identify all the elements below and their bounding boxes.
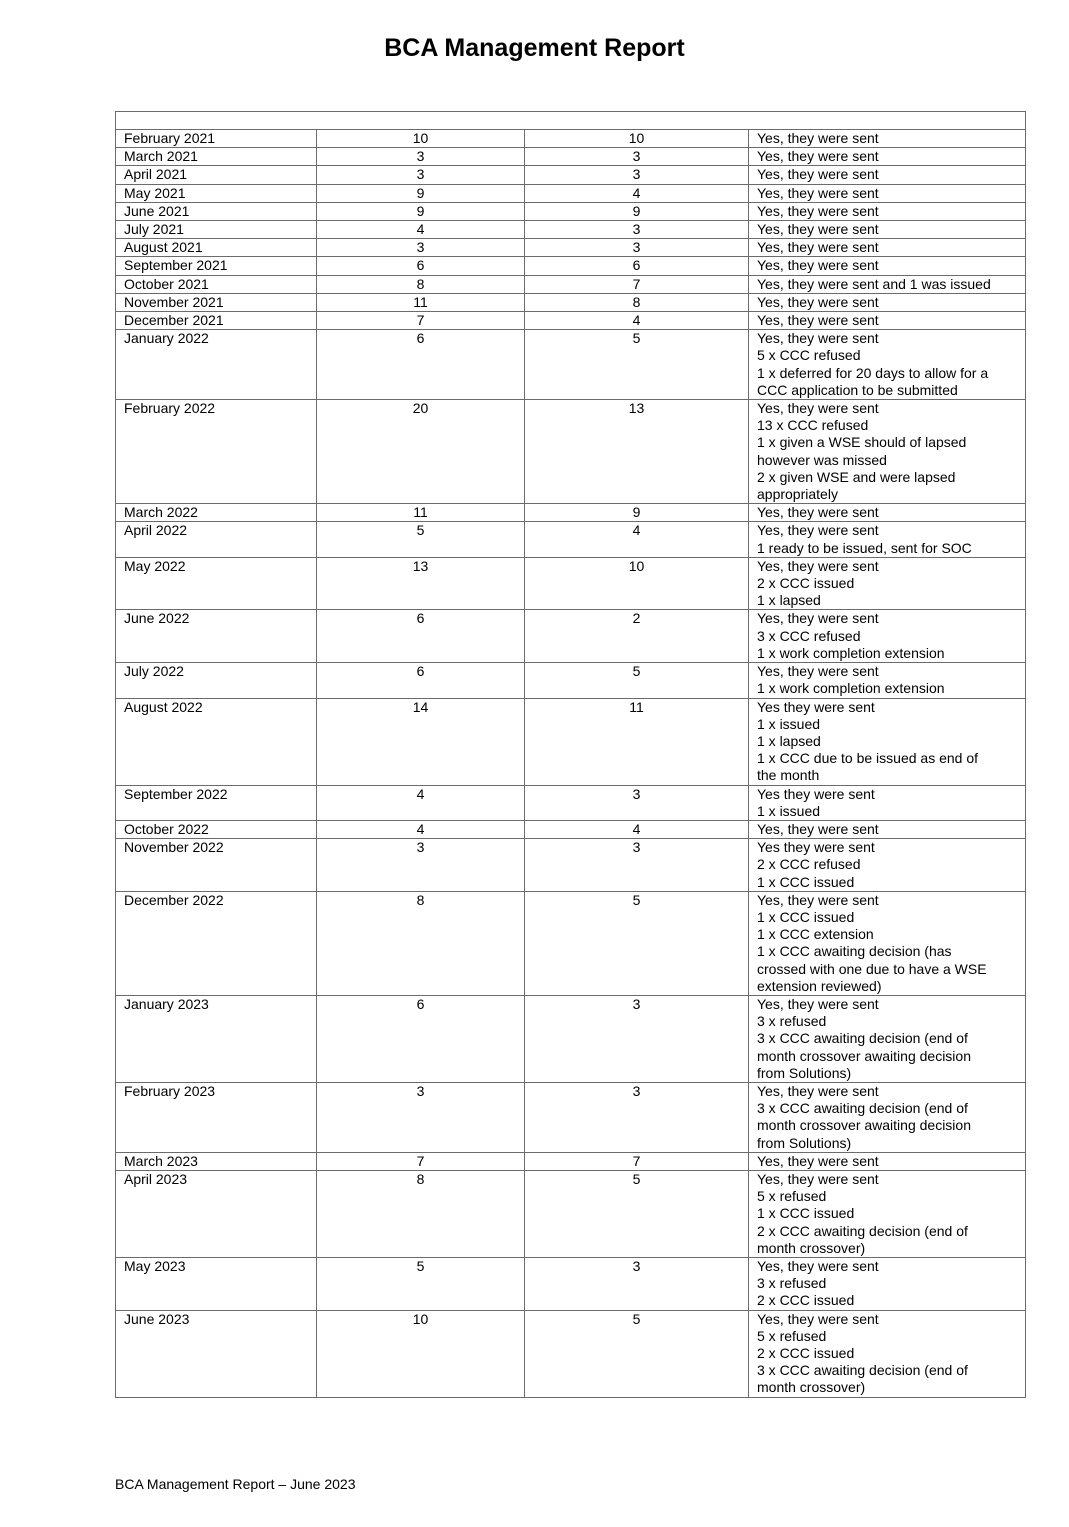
table-header-row [116,112,1026,130]
count-cell: 4 [525,312,749,330]
notes-cell: Yes, they were sent 5 x refused 2 x CCC issued 3 x CCC awaiting decision (end of month crossover) [749,1310,1026,1397]
table-row [116,995,1026,1082]
notes-cell: Yes, they were sent [749,312,1026,330]
table-row [116,698,1026,785]
count-cell: 10 [317,130,525,148]
month-cell: January 2022 [116,330,317,400]
count-cell: 8 [317,275,525,293]
count-cell: 4 [317,221,525,239]
count-cell: 14 [317,698,525,785]
notes-cell: Yes, they were sent [749,257,1026,275]
count-cell: 3 [525,166,749,184]
count-cell: 4 [525,820,749,838]
notes-cell: Yes, they were sent 3 x CCC awaiting decision (end of month crossover awaiting decision from Solutions) [749,1082,1026,1152]
count-cell: 7 [317,1152,525,1170]
table-row [116,148,1026,166]
month-cell: June 2023 [116,1310,317,1397]
table-header-cell [116,112,1026,130]
table-row [116,839,1026,892]
notes-cell: Yes, they were sent [749,239,1026,257]
month-cell: December 2021 [116,312,317,330]
month-cell: February 2021 [116,130,317,148]
table-row [116,663,1026,698]
count-cell: 5 [525,1170,749,1257]
month-cell: November 2022 [116,839,317,892]
month-cell: September 2022 [116,785,317,820]
month-cell: August 2022 [116,698,317,785]
notes-cell: Yes they were sent 1 x issued 1 x lapsed 1 x CCC due to be issued as end of the month [749,698,1026,785]
table-row [116,1152,1026,1170]
count-cell: 9 [525,202,749,220]
notes-cell: Yes, they were sent 3 x refused 2 x CCC issued [749,1258,1026,1311]
month-cell: October 2022 [116,820,317,838]
month-cell: April 2023 [116,1170,317,1257]
month-cell: October 2021 [116,275,317,293]
count-cell: 5 [525,891,749,995]
notes-cell: Yes, they were sent [749,166,1026,184]
month-cell: March 2022 [116,504,317,522]
count-cell: 3 [525,1258,749,1311]
table-body [116,112,1026,1398]
table-row [116,785,1026,820]
count-cell: 5 [525,330,749,400]
month-cell: March 2021 [116,148,317,166]
notes-cell: Yes, they were sent [749,202,1026,220]
count-cell: 9 [317,184,525,202]
table-row [116,610,1026,663]
count-cell: 3 [525,221,749,239]
month-cell: February 2023 [116,1082,317,1152]
notes-cell: Yes, they were sent 1 x CCC issued 1 x CCC extension 1 x CCC awaiting decision (has crossed with one due to have a WSE extension reviewed) [749,891,1026,995]
count-cell: 3 [317,239,525,257]
table-row [116,257,1026,275]
notes-cell: Yes, they were sent [749,130,1026,148]
count-cell: 3 [525,839,749,892]
notes-cell: Yes, they were sent 2 x CCC issued 1 x lapsed [749,557,1026,610]
month-cell: May 2021 [116,184,317,202]
table-row [116,275,1026,293]
month-cell: August 2021 [116,239,317,257]
notes-cell: Yes, they were sent 3 x CCC refused 1 x work completion extension [749,610,1026,663]
count-cell: 3 [317,839,525,892]
report-table [115,111,1026,1398]
table-row [116,400,1026,504]
notes-cell: Yes, they were sent [749,1152,1026,1170]
month-cell: December 2022 [116,891,317,995]
month-cell: April 2022 [116,522,317,557]
page-title: BCA Management Report [384,34,685,62]
table-row [116,221,1026,239]
page-footer: BCA Management Report – June 2023 [115,1476,356,1492]
count-cell: 2 [525,610,749,663]
month-cell: May 2023 [116,1258,317,1311]
notes-cell: Yes they were sent 2 x CCC refused 1 x CCC issued [749,839,1026,892]
table-row [116,522,1026,557]
count-cell: 13 [317,557,525,610]
count-cell: 9 [317,202,525,220]
month-cell: May 2022 [116,557,317,610]
notes-cell: Yes, they were sent 3 x refused 3 x CCC awaiting decision (end of month crossover awaiting decision from Solutions) [749,995,1026,1082]
notes-cell: Yes they were sent 1 x issued [749,785,1026,820]
count-cell: 3 [525,239,749,257]
table-row [116,820,1026,838]
count-cell: 7 [317,312,525,330]
count-cell: 4 [525,522,749,557]
count-cell: 20 [317,400,525,504]
count-cell: 5 [317,1258,525,1311]
table-row [116,130,1026,148]
month-cell: April 2021 [116,166,317,184]
notes-cell: Yes, they were sent [749,293,1026,311]
count-cell: 8 [317,891,525,995]
count-cell: 5 [525,1310,749,1397]
table-row [116,184,1026,202]
count-cell: 7 [525,1152,749,1170]
count-cell: 10 [525,130,749,148]
table-row [116,312,1026,330]
table-row [116,166,1026,184]
month-cell: September 2021 [116,257,317,275]
month-cell: November 2021 [116,293,317,311]
month-cell: March 2023 [116,1152,317,1170]
table-row [116,293,1026,311]
count-cell: 3 [525,995,749,1082]
count-cell: 3 [317,166,525,184]
count-cell: 4 [525,184,749,202]
table-row [116,1082,1026,1152]
count-cell: 3 [317,1082,525,1152]
count-cell: 5 [525,663,749,698]
month-cell: June 2021 [116,202,317,220]
table-row [116,239,1026,257]
notes-cell: Yes, they were sent and 1 was issued [749,275,1026,293]
count-cell: 3 [525,1082,749,1152]
count-cell: 8 [317,1170,525,1257]
notes-cell: Yes, they were sent 1 ready to be issued, sent for SOC [749,522,1026,557]
count-cell: 5 [317,522,525,557]
count-cell: 11 [317,504,525,522]
count-cell: 3 [525,148,749,166]
count-cell: 4 [317,820,525,838]
count-cell: 11 [525,698,749,785]
notes-cell: Yes, they were sent 1 x work completion extension [749,663,1026,698]
count-cell: 6 [317,610,525,663]
count-cell: 6 [317,663,525,698]
count-cell: 7 [525,275,749,293]
count-cell: 10 [525,557,749,610]
count-cell: 8 [525,293,749,311]
month-cell: June 2022 [116,610,317,663]
count-cell: 6 [317,995,525,1082]
table-row [116,504,1026,522]
month-cell: February 2022 [116,400,317,504]
table-row [116,557,1026,610]
count-cell: 4 [317,785,525,820]
table-row [116,330,1026,400]
table-row [116,1170,1026,1257]
notes-cell: Yes, they were sent [749,221,1026,239]
month-cell: January 2023 [116,995,317,1082]
count-cell: 9 [525,504,749,522]
notes-cell: Yes, they were sent [749,184,1026,202]
count-cell: 6 [317,257,525,275]
notes-cell: Yes, they were sent [749,148,1026,166]
table-row [116,1310,1026,1397]
notes-cell: Yes, they were sent 5 x refused 1 x CCC issued 2 x CCC awaiting decision (end of month crossover) [749,1170,1026,1257]
count-cell: 3 [525,785,749,820]
count-cell: 6 [525,257,749,275]
count-cell: 10 [317,1310,525,1397]
notes-cell: Yes, they were sent [749,820,1026,838]
table-row [116,202,1026,220]
count-cell: 13 [525,400,749,504]
notes-cell: Yes, they were sent [749,504,1026,522]
notes-cell: Yes, they were sent 13 x CCC refused 1 x given a WSE should of lapsed however was missed 2 x given WSE and were lapsed appropriately [749,400,1026,504]
month-cell: July 2022 [116,663,317,698]
count-cell: 3 [317,148,525,166]
month-cell: July 2021 [116,221,317,239]
count-cell: 11 [317,293,525,311]
table-row [116,1258,1026,1311]
table-row [116,891,1026,995]
count-cell: 6 [317,330,525,400]
notes-cell: Yes, they were sent 5 x CCC refused 1 x deferred for 20 days to allow for a CCC application to be submitted [749,330,1026,400]
